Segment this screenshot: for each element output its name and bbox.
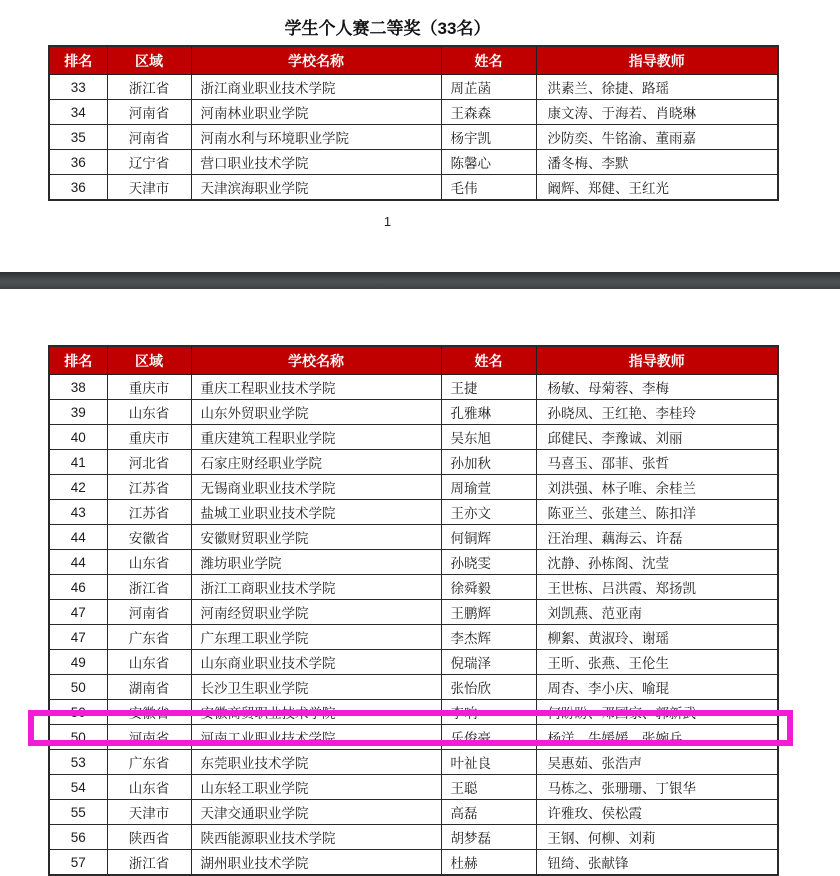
teachers-cell: 柳絮、黄淑玲、谢瑶: [536, 625, 778, 650]
table-row: [49, 850, 778, 876]
column-header: 姓名: [441, 346, 536, 375]
teachers-cell: 周杏、李小庆、喻琨: [536, 675, 778, 700]
name-cell: 倪瑞泽: [441, 650, 536, 675]
table-row: [49, 425, 778, 450]
rank-cell: 42: [49, 475, 107, 500]
teachers-cell: 阚辉、郑健、王红光: [536, 175, 778, 201]
rank-cell: 46: [49, 575, 107, 600]
table-row: [49, 150, 778, 175]
table-row: [49, 100, 778, 125]
teachers-cell: 许雅玫、侯松霞: [536, 800, 778, 825]
teachers-cell: 马喜玉、邵菲、张哲: [536, 450, 778, 475]
name-cell: 孙晓雯: [441, 550, 536, 575]
rank-cell: 40: [49, 425, 107, 450]
region-cell: 江苏省: [107, 500, 191, 525]
region-cell: 河南省: [107, 725, 191, 750]
table-row: [49, 175, 778, 201]
table-row: [49, 650, 778, 675]
column-header: 指导教师: [536, 346, 778, 375]
name-cell: 徐舜毅: [441, 575, 536, 600]
region-cell: 河南省: [107, 600, 191, 625]
name-cell: 孙加秋: [441, 450, 536, 475]
school-cell: 陕西能源职业技术学院: [191, 825, 441, 850]
rank-cell: 38: [49, 375, 107, 400]
teachers-cell: 钮绮、张献锋: [536, 850, 778, 876]
rank-cell: 54: [49, 775, 107, 800]
name-cell: 杜赫: [441, 850, 536, 876]
name-cell: 周瑜萱: [441, 475, 536, 500]
region-cell: 天津市: [107, 800, 191, 825]
table-row: [49, 750, 778, 775]
teachers-cell: 杨敏、母菊蓉、李梅: [536, 375, 778, 400]
teachers-cell: 陈亚兰、张建兰、陈扣洋: [536, 500, 778, 525]
region-cell: 安徽省: [107, 525, 191, 550]
teachers-cell: 洪素兰、徐捷、路瑶: [536, 75, 778, 100]
school-cell: 长沙卫生职业学院: [191, 675, 441, 700]
school-cell: 山东商业职业技术学院: [191, 650, 441, 675]
teachers-cell: 吴惠茹、张浩声: [536, 750, 778, 775]
region-cell: 江苏省: [107, 475, 191, 500]
name-cell: 乐俊豪: [441, 725, 536, 750]
rank-cell: 36: [49, 175, 107, 201]
table-row: [49, 800, 778, 825]
region-cell: 河南省: [107, 100, 191, 125]
table-row: [49, 550, 778, 575]
school-cell: 安徽财贸职业学院: [191, 525, 441, 550]
rank-cell: 36: [49, 150, 107, 175]
awards-table-page1: [48, 45, 779, 201]
region-cell: 广东省: [107, 625, 191, 650]
teachers-cell: 杨洋、牛媛媛、张婉兵: [536, 725, 778, 750]
page-title: 学生个人赛二等奖（33名）: [284, 19, 491, 38]
rank-cell: 39: [49, 400, 107, 425]
teachers-cell: 何盼盼、邓国家、郭新武: [536, 700, 778, 725]
teachers-cell: 孙晓凤、王红艳、李桂玲: [536, 400, 778, 425]
name-cell: 李响: [441, 700, 536, 725]
name-cell: 吴东旭: [441, 425, 536, 450]
school-cell: 营口职业技术学院: [191, 150, 441, 175]
rank-cell: 50: [49, 725, 107, 750]
region-cell: 辽宁省: [107, 150, 191, 175]
school-cell: 安徽商贸职业技术学院: [191, 700, 441, 725]
school-cell: 天津滨海职业学院: [191, 175, 441, 201]
region-cell: 浙江省: [107, 575, 191, 600]
teachers-cell: 康文涛、于海若、肖晓琳: [536, 100, 778, 125]
school-cell: 湖州职业技术学院: [191, 850, 441, 876]
column-header: 区域: [107, 46, 191, 75]
region-cell: 天津市: [107, 175, 191, 201]
header-row: [49, 46, 778, 75]
table-row: [49, 450, 778, 475]
school-cell: 石家庄财经职业学院: [191, 450, 441, 475]
page-separator-bar: [0, 272, 840, 289]
table-row: [49, 400, 778, 425]
teachers-cell: 潘冬梅、李默: [536, 150, 778, 175]
name-cell: 周芷菡: [441, 75, 536, 100]
table-row: [49, 625, 778, 650]
region-cell: 陕西省: [107, 825, 191, 850]
table-row: [49, 700, 778, 725]
name-cell: 李杰辉: [441, 625, 536, 650]
name-cell: 何铜辉: [441, 525, 536, 550]
column-header: 排名: [49, 46, 107, 75]
region-cell: 河北省: [107, 450, 191, 475]
region-cell: 安徽省: [107, 700, 191, 725]
column-header: 学校名称: [191, 46, 441, 75]
document-page-2: [0, 289, 840, 871]
name-cell: 王捷: [441, 375, 536, 400]
region-cell: 浙江省: [107, 75, 191, 100]
rank-cell: 55: [49, 800, 107, 825]
teachers-cell: 汪治理、藕海云、许磊: [536, 525, 778, 550]
table-row: [49, 675, 778, 700]
teachers-cell: 刘洪强、林子唯、余桂兰: [536, 475, 778, 500]
rank-cell: 56: [49, 825, 107, 850]
column-header: 区域: [107, 346, 191, 375]
rank-cell: 49: [49, 650, 107, 675]
name-cell: 陈馨心: [441, 150, 536, 175]
rank-cell: 35: [49, 125, 107, 150]
table-row: [49, 375, 778, 400]
table-row: [49, 725, 778, 750]
rank-cell: 47: [49, 625, 107, 650]
teachers-cell: 王昕、张燕、王伦生: [536, 650, 778, 675]
table-row: [49, 125, 778, 150]
rank-cell: 47: [49, 600, 107, 625]
table-row: [49, 825, 778, 850]
teachers-cell: 马栋之、张珊珊、丁银华: [536, 775, 778, 800]
page-number: 1: [383, 214, 392, 229]
teachers-cell: 刘凯燕、范亚南: [536, 600, 778, 625]
teachers-cell: 王钢、何柳、刘莉: [536, 825, 778, 850]
school-cell: 重庆建筑工程职业学院: [191, 425, 441, 450]
region-cell: 河南省: [107, 125, 191, 150]
name-cell: 张怡欣: [441, 675, 536, 700]
name-cell: 王鹏辉: [441, 600, 536, 625]
school-cell: 盐城工业职业技术学院: [191, 500, 441, 525]
school-cell: 东莞职业技术学院: [191, 750, 441, 775]
school-cell: 广东理工职业学院: [191, 625, 441, 650]
name-cell: 胡梦磊: [441, 825, 536, 850]
region-cell: 山东省: [107, 775, 191, 800]
school-cell: 重庆工程职业技术学院: [191, 375, 441, 400]
school-cell: 河南工业职业技术学院: [191, 725, 441, 750]
rank-cell: 57: [49, 850, 107, 876]
document-page-1: [0, 0, 840, 272]
school-cell: 河南经贸职业学院: [191, 600, 441, 625]
name-cell: 孔雅琳: [441, 400, 536, 425]
region-cell: 重庆市: [107, 425, 191, 450]
table-row: [49, 475, 778, 500]
table-row: [49, 525, 778, 550]
school-cell: 河南林业职业学院: [191, 100, 441, 125]
table-row: [49, 500, 778, 525]
teachers-cell: 沙防奕、牛铭渝、董雨嘉: [536, 125, 778, 150]
column-header: 姓名: [441, 46, 536, 75]
school-cell: 山东外贸职业学院: [191, 400, 441, 425]
table-row: [49, 775, 778, 800]
rank-cell: 50: [49, 700, 107, 725]
rank-cell: 41: [49, 450, 107, 475]
teachers-cell: 王世栋、吕洪霞、郑扬凯: [536, 575, 778, 600]
region-cell: 广东省: [107, 750, 191, 775]
name-cell: 叶祉良: [441, 750, 536, 775]
region-cell: 山东省: [107, 650, 191, 675]
region-cell: 湖南省: [107, 675, 191, 700]
school-cell: 天津交通职业学院: [191, 800, 441, 825]
name-cell: 毛伟: [441, 175, 536, 201]
awards-table-page2: [48, 345, 779, 876]
name-cell: 王聪: [441, 775, 536, 800]
column-header: 指导教师: [536, 46, 778, 75]
table-row: [49, 75, 778, 100]
region-cell: 重庆市: [107, 375, 191, 400]
school-cell: 浙江工商职业技术学院: [191, 575, 441, 600]
rank-cell: 44: [49, 550, 107, 575]
rank-cell: 44: [49, 525, 107, 550]
name-cell: 王森森: [441, 100, 536, 125]
rank-cell: 50: [49, 675, 107, 700]
rank-cell: 53: [49, 750, 107, 775]
teachers-cell: 邱健民、李豫诚、刘丽: [536, 425, 778, 450]
teachers-cell: 沈静、孙栋阁、沈莹: [536, 550, 778, 575]
rank-cell: 43: [49, 500, 107, 525]
school-cell: 潍坊职业学院: [191, 550, 441, 575]
table-row: [49, 575, 778, 600]
school-cell: 无锡商业职业技术学院: [191, 475, 441, 500]
school-cell: 山东轻工职业学院: [191, 775, 441, 800]
region-cell: 浙江省: [107, 850, 191, 876]
school-cell: 河南水利与环境职业学院: [191, 125, 441, 150]
column-header: 排名: [49, 346, 107, 375]
school-cell: 浙江商业职业技术学院: [191, 75, 441, 100]
table-row: [49, 600, 778, 625]
rank-cell: 33: [49, 75, 107, 100]
name-cell: 高磊: [441, 800, 536, 825]
rank-cell: 34: [49, 100, 107, 125]
header-row: [49, 346, 778, 375]
column-header: 学校名称: [191, 346, 441, 375]
name-cell: 王亦文: [441, 500, 536, 525]
region-cell: 山东省: [107, 550, 191, 575]
name-cell: 杨宇凯: [441, 125, 536, 150]
region-cell: 山东省: [107, 400, 191, 425]
